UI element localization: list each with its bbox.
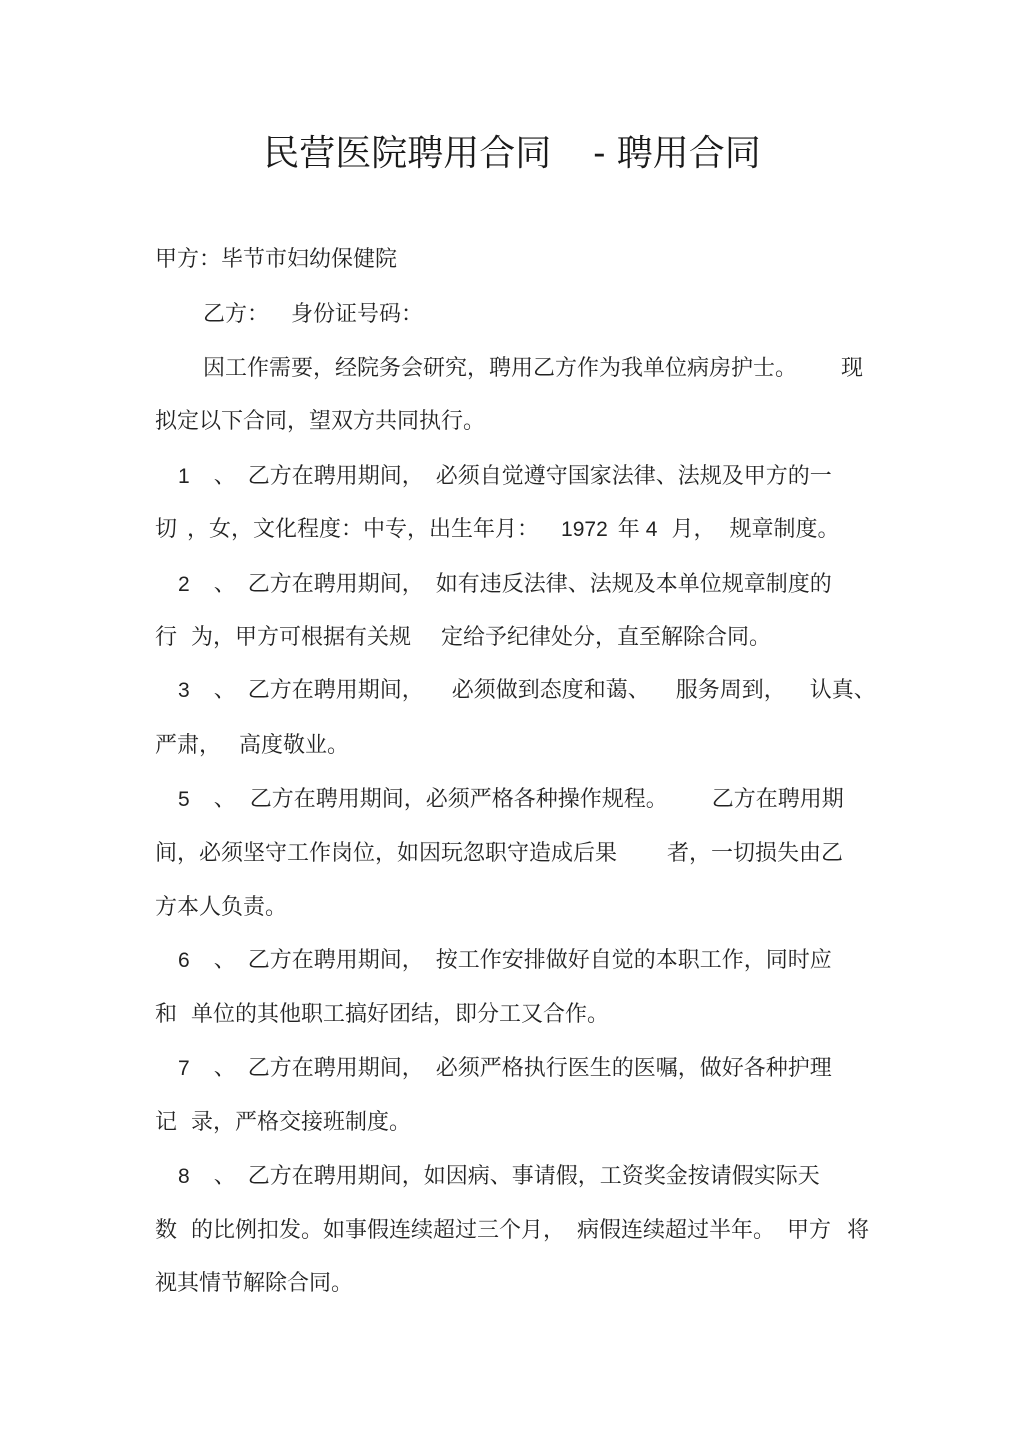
clause-text: 规章制度。 [729,517,840,542]
clause-6-line-2 [155,1000,609,1030]
clause-mark: 、 [213,678,236,703]
clause-mark: 、 [213,1056,236,1081]
clause-text: 定给予纪律处分，直至解除合同。 [441,625,772,650]
clause-7-line-1 [178,1054,832,1084]
party-b-line [203,300,423,330]
clause-text: 严肃， [155,733,222,758]
birth-year: 1972 [561,518,608,541]
clause-text: 如有违反法律、法规及本单位规章制度的 [435,572,832,597]
clause-number: 2 [178,573,190,596]
id-number-label: 身份证号码： [291,302,424,327]
clause-mark: 、 [213,464,236,489]
clause-text: 必须自觉遵守国家法律、法规及甲方的一 [435,464,832,489]
clause-number: 8 [178,1165,190,1188]
clause-text: 认真、 [809,678,876,703]
clause-text: 服务周到， [675,678,786,703]
title-main: 民营医院聘用合同 [263,133,552,174]
birth-month: 4 [645,518,658,541]
clause-text: 病假连续超过半年。 [577,1218,776,1243]
clause-2-line-2 [155,623,771,653]
clause-text: 行 [155,625,178,650]
clause-mark: 、 [213,1164,236,1189]
intro-text: 因工作需要，经院务会研究，聘用乙方作为我单位病房护士。 [203,356,798,381]
clause-text: 为，甲方可根据有关规 [191,625,412,650]
clause-number: 6 [178,949,190,972]
clause-8-line-1 [178,1162,820,1192]
clause-text: 乙方在聘用期 [711,787,844,812]
clause-5-line-3: 方本人负责。 [155,895,288,920]
clause-text: 高度敬业。 [239,733,350,758]
clause-text: 数 [155,1218,178,1243]
clause-text: 记 [155,1110,178,1135]
clause-text: 将 [847,1218,870,1243]
clause-6-line-1 [178,946,832,976]
intro-text-end: 现 [841,356,864,381]
month-unit: 月， [671,517,716,542]
clause-text: 乙方在聘用期间， [247,948,424,973]
clause-1-line-2 [155,515,839,545]
clause-mark: 、 [213,948,236,973]
clause-number: 3 [178,679,190,702]
clause-number: 1 [178,465,190,488]
clause-text: 录，严格交接班制度。 [191,1110,412,1135]
clause-text: 者，一切损失由乙 [667,841,844,866]
party-b-label: 乙方： [203,302,270,327]
clause-text: 必须严格执行医生的医嘱，做好各种护理 [435,1056,832,1081]
year-unit: 年 [617,517,640,542]
clause-1-line-1 [178,462,832,492]
clause-8-line-3: 视其情节解除合同。 [155,1271,354,1296]
clause-text: 必须做到态度和蔼、 [451,678,650,703]
document-title [0,128,1024,180]
clause-text: 的比例扣发。如事假连续超过三个月， [191,1218,566,1243]
clause-text: 切 [155,517,178,542]
clause-text: 甲方 [787,1218,832,1243]
clause-7-line-2 [155,1108,411,1138]
clause-text: 乙方在聘用期间，必须严格各种操作规程。 [249,787,668,812]
clause-text: 乙方在聘用期间， [247,1056,424,1081]
clause-text: 乙方在聘用期间， [247,464,424,489]
clause-text: 间，必须坚守工作岗位，如因玩忽职守造成后果 [155,841,618,866]
clause-text: 乙方在聘用期间， [247,572,424,597]
title-sub: - 聘用合同 [593,133,761,174]
clause-text: 乙方在聘用期间， [247,678,424,703]
intro-line-2: 拟定以下合同，望双方共同执行。 [155,409,486,434]
clause-2-line-1 [178,570,832,600]
clause-text: 和 [155,1002,178,1027]
clause-5-line-2 [155,839,843,869]
clause-number: 7 [178,1057,190,1080]
clause-number: 5 [178,788,190,811]
party-a-line: 甲方：毕节市妇幼保健院 [155,247,398,272]
clause-3-line-2 [155,731,349,761]
clause-8-line-2 [155,1216,869,1246]
clause-text: 单位的其他职工搞好团结，即分工又合作。 [191,1002,610,1027]
clause-text: 乙方在聘用期间，如因病、事请假，工资奖金按请假实际天 [247,1164,820,1189]
clause-3-line-1 [178,676,876,706]
intro-line-1 [203,354,863,384]
clause-mark: 、 [213,572,236,597]
clause-text: 按工作安排做好自觉的本职工作，同时应 [435,948,832,973]
clause-5-line-1 [178,785,844,815]
clause-text: ，女，文化程度：中专，出生年月： [187,517,540,542]
clause-mark: 、 [213,787,236,812]
